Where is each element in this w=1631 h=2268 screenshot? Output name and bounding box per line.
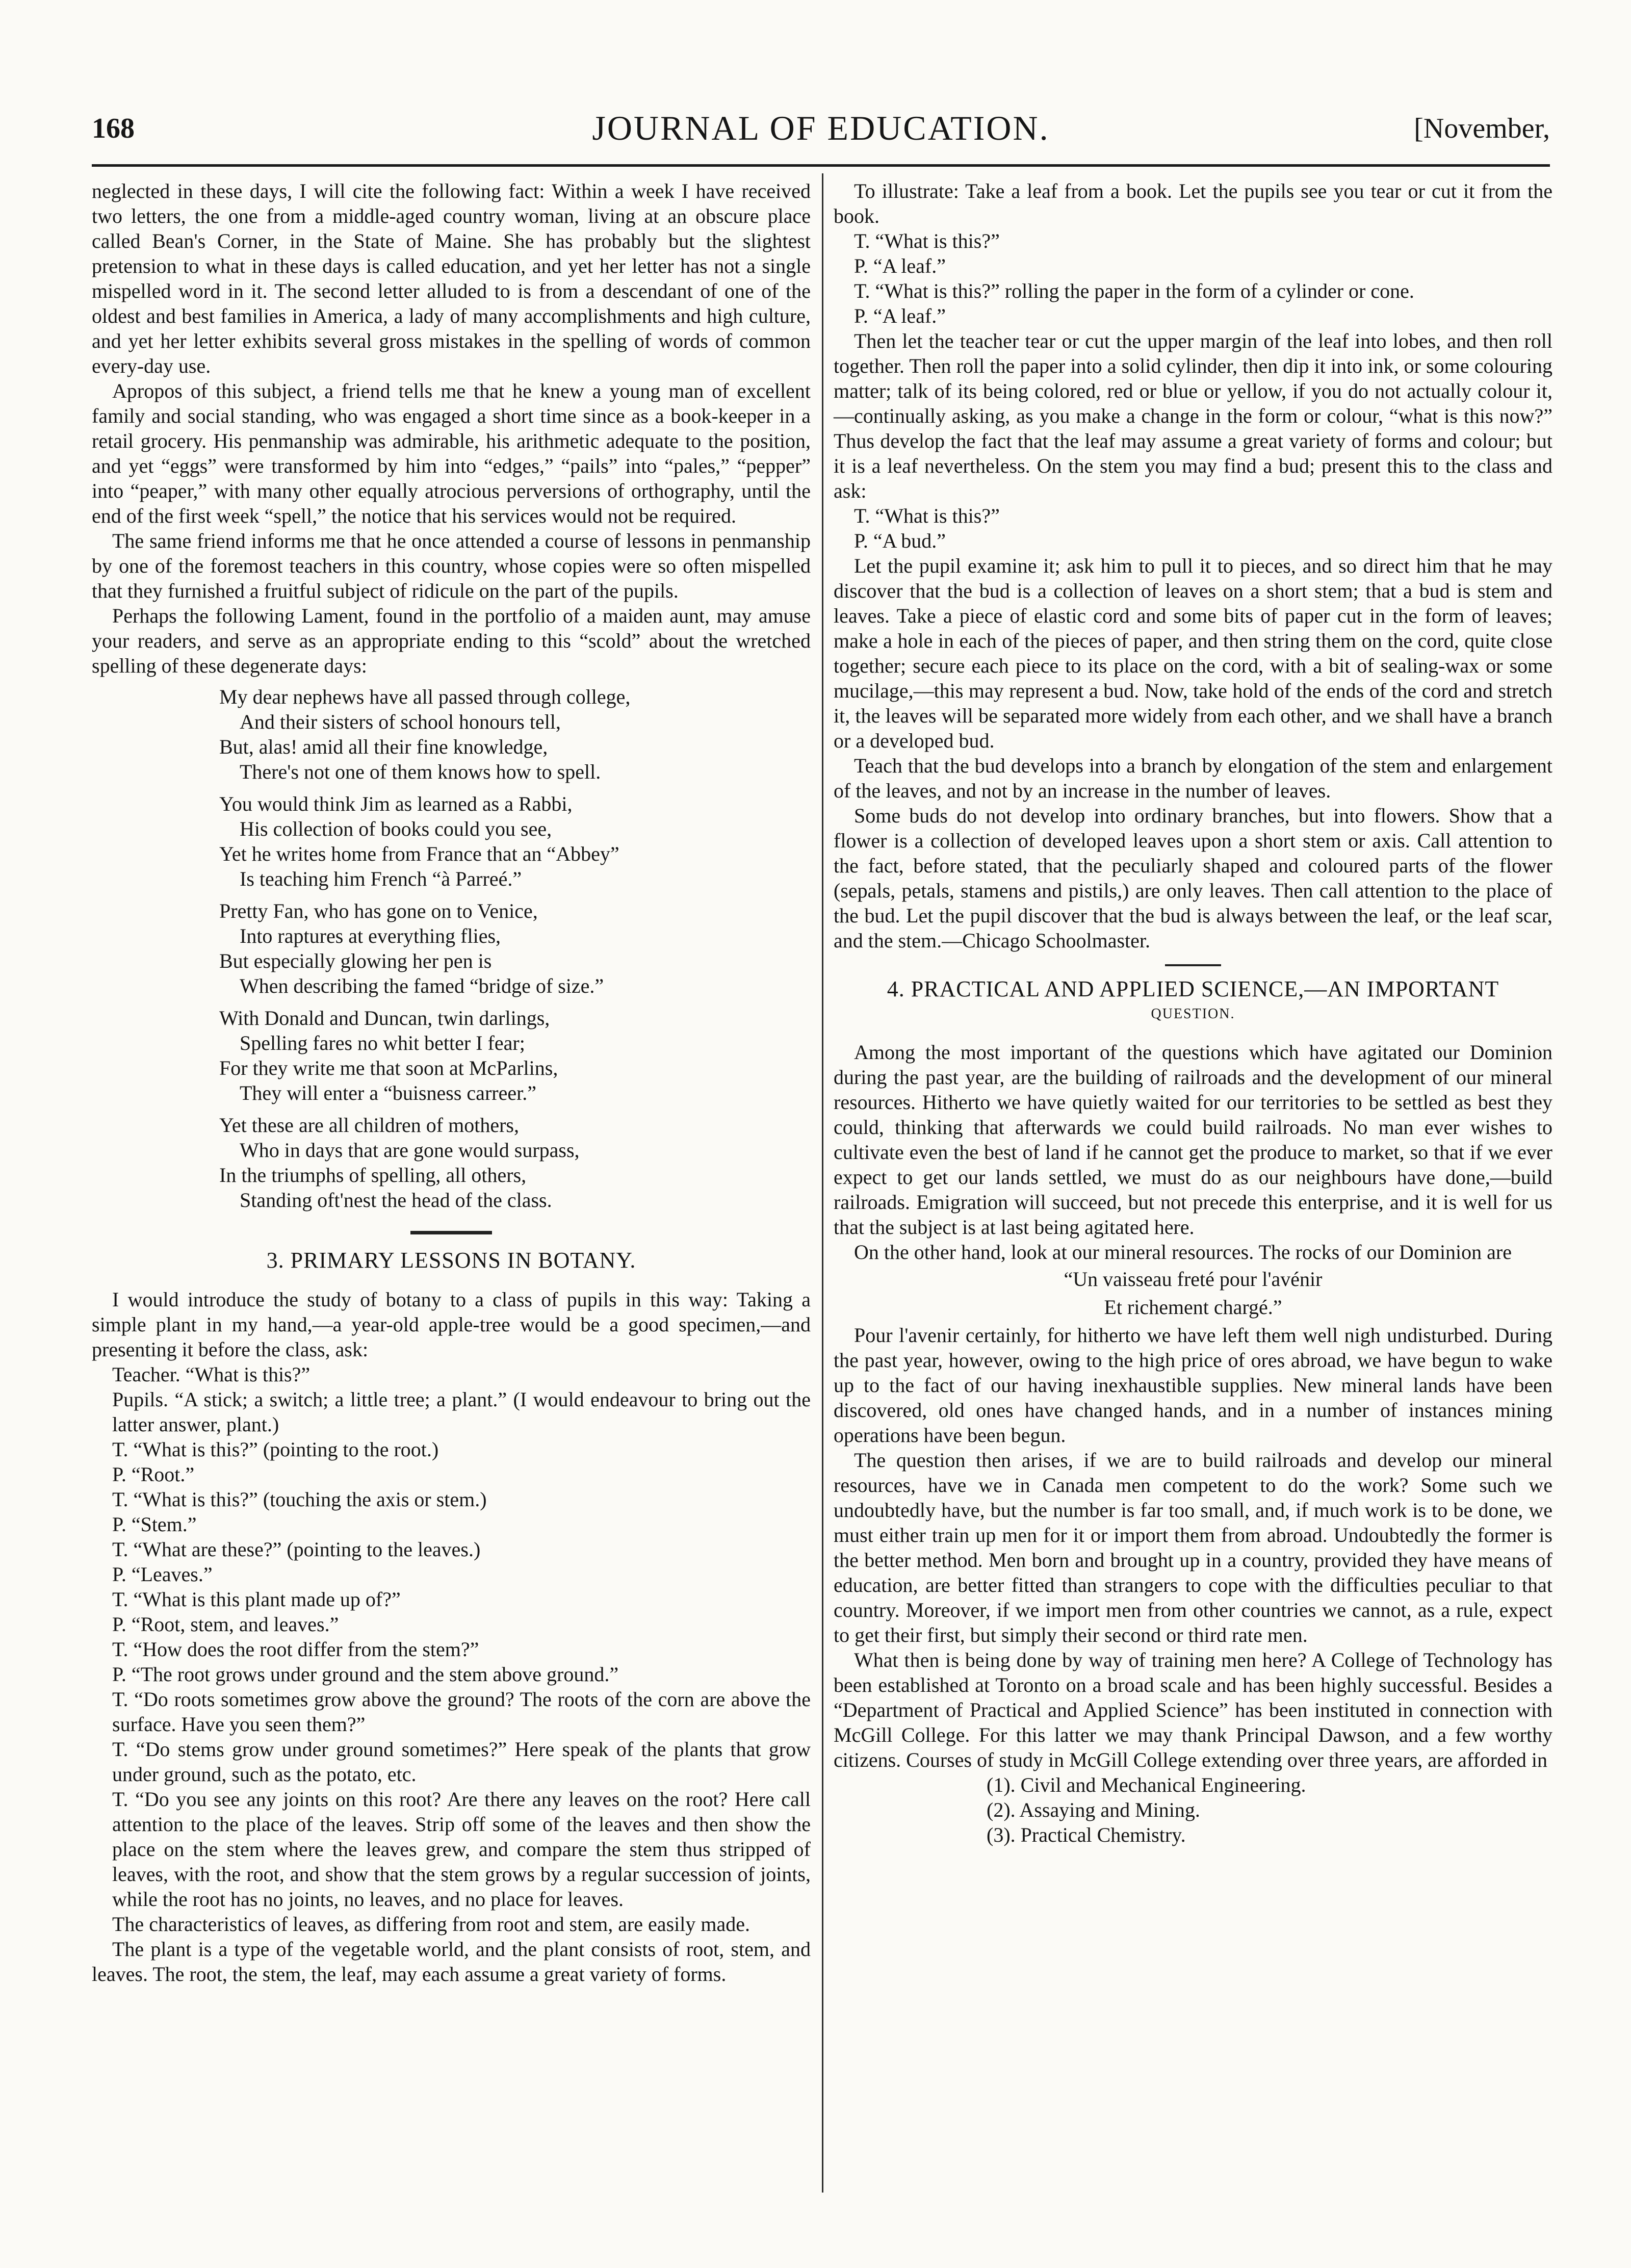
poem-line: In the triumphs of spelling, all others, <box>219 1164 527 1187</box>
poem-line: Standing oft'nest the head of the class. <box>240 1189 552 1212</box>
dialogue-line: Pupils. “A stick; a switch; a little tree; a plant.” (I would endeavour to bring out the latter answer, plant.) <box>112 1388 811 1436</box>
dialogue-line: P. “A leaf.” <box>854 254 946 277</box>
page-number: 168 <box>92 113 135 144</box>
course-list <box>834 1772 1552 1847</box>
header-rule <box>92 164 1550 167</box>
section-heading: 4. PRACTICAL AND APPLIED SCIENCE,—AN IMPORTANT <box>887 976 1499 1001</box>
dialogue-line: P. “Root.” <box>112 1463 195 1486</box>
paragraph: Among the most important of the questions which have agitated our Dominion during the past year, are the building of railroads and the development of our mineral resources. Hitherto we have quietly waited for our territories to be settled as best they could, thinking that afterwards we could build railroads. No man ever wishes to cultivate even the best of land if he cannot get the produce to market, so that if we ever expect to get our lands settled, we must do as our neighbours have done,—build railroads. Emigration will succeed, but not precede this enterprise, and it is well for us that the subject is at last being agitated here. <box>834 1041 1552 1239</box>
poem-line: You would think Jim as learned as a Rabbi, <box>219 792 573 815</box>
dialogue-line: T. “Do you see any joints on this root? Are there any leaves on the root? Here call attention to the place of the leaves. Strip off some of the leaves and then show the place on the stem where the leaves grew, and compare the stem thus stripped of leaves, with the root, and show that the stem grows by a regular succession of joints, while the root has no joints, no leaves, and no place for leaves. <box>112 1788 811 1911</box>
paragraph: The question then arises, if we are to build railroads and develop our mineral resources, have we in Canada men competent to do the work? Some such we undoubtedly have, but the number is far too small, and, if much work is to be done, we must either train up men for it or import them from abroad. Undoubtedly the former is the better method. Men born and brought up in a country, provided they have means of education, are better fitted than strangers to cope with the difficulties peculiar to that country. Moreover, if we import men from other countries we cannot, as a rule, expect to get their first, but simply their second or third rate men. <box>834 1449 1552 1646</box>
dialogue-line: T. “What is this?” (touching the axis or stem.) <box>112 1488 487 1511</box>
section-subheading: QUESTION. <box>1151 1006 1235 1022</box>
course-item: (2). Assaying and Mining. <box>987 1798 1200 1821</box>
poem-line: With Donald and Duncan, twin darlings, <box>219 1007 550 1029</box>
poem-lament <box>219 684 811 1213</box>
poem-line: And their sisters of school honours tell, <box>240 710 561 733</box>
paragraph: neglected in these days, I will cite the following fact: Within a week I have received two letters, the one from a middle-aged country woman, living at an obscure place called Bean's Corner, in the State of Maine. She has probably but the slightest pretension to what in these days is called education, and yet her letter has not a single mispelled word in it. The second letter alluded to is from a descendant of one of the oldest and best families in America, a lady of many accomplishments and high culture, and yet her letter exhibits several gross mistakes in the spelling of words of common every-day use. <box>92 179 811 377</box>
paragraph: Pour l'avenir certainly, for hitherto we have left them well nigh undisturbed. During the past year, however, owing to the high price of ores abroad, we have begun to wake up to the fact of our having inexhaustible supplies. New mineral lands have been discovered, old ones have changed hands, and in a number of instances mining operations have been begun. <box>834 1324 1552 1447</box>
left-column <box>92 178 811 1987</box>
poem-line: Yet these are all children of mothers, <box>219 1114 519 1137</box>
poem-line: Spelling fares no whit better I fear; <box>240 1032 525 1054</box>
paragraph: Let the pupil examine it; ask him to pull it to pieces, and so direct him that he may discover that the bud is a collection of leaves on a short stem; that a bud is stem and leaves. Take a piece of elastic cord and some bits of paper cut in the form of leaves; make a hole in each of the pieces of paper, and then string them on the cord, quite close together; secure each piece to its place on the cord, with a bit of sealing-wax or some mucilage,—this may represent a bud. Now, take hold of the ends of the cord and stretch it, the leaves will be separated more widely from each other, and we shall have a branch or a developed bud. <box>834 554 1552 752</box>
paragraph: The plant is a type of the vegetable world, and the plant consists of root, stem, and leaves. The root, the stem, the leaf, may each assume a great variety of forms. <box>92 1938 811 1986</box>
paragraph: The same friend informs me that he once attended a course of lessons in penmanship by one of the foremost teachers in this country, whose copies were so often mispelled that they furnished a fruitful subject of ridicule on the part of the pupils. <box>92 529 811 602</box>
poem-line: Into raptures at everything flies, <box>240 924 501 947</box>
poem-line: My dear nephews have all passed through college, <box>219 685 631 708</box>
paragraph: The characteristics of leaves, as differing from root and stem, are easily made. <box>112 1913 750 1936</box>
right-column <box>834 178 1552 1847</box>
poem-stanza <box>219 1113 811 1213</box>
quote-line: Et richement chargé.” <box>1104 1296 1282 1319</box>
poem-line: Who in days that are gone would surpass, <box>240 1139 580 1162</box>
dialogue-line: T. “Do stems grow under ground sometimes?” Here speak of the plants that grow under ground, such as the potato, etc. <box>112 1738 811 1786</box>
section-heading: 3. PRIMARY LESSONS IN BOTANY. <box>266 1248 636 1273</box>
paragraph: I would introduce the study of botany to a class of pupils in this way: Taking a simple plant in my hand,—a year-old apple-tree would be a good specimen,—and presenting it before the class, ask: <box>92 1288 811 1361</box>
poem-stanza <box>219 684 811 784</box>
poem-line: Is teaching him French “à Parreé.” <box>240 867 522 890</box>
paragraph: Perhaps the following Lament, found in the portfolio of a maiden aunt, may amuse your readers, and serve as an appropriate ending to this “scold” about the wretched spelling of these degenerate days: <box>92 604 811 677</box>
dialogue-line: P. “A bud.” <box>854 529 946 552</box>
poem-line: There's not one of them knows how to spell. <box>240 760 601 783</box>
poem-line: But especially glowing her pen is <box>219 949 492 972</box>
dialogue-line: T. “What is this?” <box>854 229 1000 252</box>
paragraph: What then is being done by way of training men here? A College of Technology has been established at Toronto on a broad scale and has been highly successful. Besides a “Department of Practical and Applied Science” has been instituted in connection with McGill College. For this latter we may thank Principal Dawson, and a few worthy citizens. Courses of study in McGill College extending over three years, are afforded in <box>834 1648 1552 1771</box>
page-header <box>92 102 1550 158</box>
poem-line: His collection of books could you see, <box>240 817 552 840</box>
journal-title: JOURNAL OF EDUCATION. <box>592 109 1050 147</box>
issue-month: [November, <box>1414 113 1550 144</box>
column-divider <box>822 173 823 2193</box>
dialogue-line: Teacher. “What is this?” <box>112 1363 310 1386</box>
section-separator <box>1165 964 1221 966</box>
paragraph: Apropos of this subject, a friend tells me that he knew a young man of excellent family and social standing, who was engaged a short time since as a book-keeper in a retail grocery. His penmanship was admirable, his arithmetic adequate to the position, and yet “eggs” were transformed by him into “edges,” “pails” into “pales,” “pepper” into “peaper,” with many other equally atrocious perversions of orthography, until the end of the first week “spell,” the notice that his services would not be required. <box>92 379 811 527</box>
course-item: (3). Practical Chemistry. <box>987 1823 1186 1846</box>
dialogue-line: T. “What is this plant made up of?” <box>112 1588 401 1611</box>
poem-line: Yet he writes home from France that an “Abbey” <box>219 842 619 865</box>
dialogue-line: P. “The root grows under ground and the stem above ground.” <box>112 1663 619 1686</box>
dialogue-line: P. “Root, stem, and leaves.” <box>112 1613 339 1636</box>
poem-line: For they write me that soon at McParlins, <box>219 1056 558 1079</box>
dialogue-line: T. “What is this?” <box>854 504 1000 527</box>
dialogue-line: T. “What is this?” (pointing to the root.) <box>112 1438 439 1461</box>
poem-stanza <box>219 791 811 891</box>
dialogue-line: T. “What are these?” (pointing to the leaves.) <box>112 1538 481 1561</box>
quote-line: “Un vaisseau freté pour l'avénir <box>1064 1268 1323 1291</box>
paragraph: On the other hand, look at our mineral resources. The rocks of our Dominion are <box>854 1241 1512 1264</box>
dialogue-line: T. “Do roots sometimes grow above the ground? The roots of the corn are above the surface. Have you seen them?” <box>112 1688 811 1736</box>
poem-line: But, alas! amid all their fine knowledge, <box>219 735 548 758</box>
paragraph: Teach that the bud develops into a branch by elongation of the stem and enlargement of the leaves, and not by an increase in the number of leaves. <box>834 754 1552 802</box>
poem-stanza <box>219 898 811 998</box>
dialogue-line: T. “What is this?” rolling the paper in the form of a cylinder or cone. <box>854 279 1414 302</box>
dialogue-line: P. “A leaf.” <box>854 304 946 327</box>
poem-line: They will enter a “buisness carreer.” <box>240 1081 536 1104</box>
dialogue-line: T. “How does the root differ from the stem?” <box>112 1638 479 1661</box>
paragraph: To illustrate: Take a leaf from a book. Let the pupils see you tear or cut it from the book. <box>834 179 1552 227</box>
section-separator <box>410 1231 492 1234</box>
poem-stanza <box>219 1006 811 1105</box>
poem-line: Pretty Fan, who has gone on to Venice, <box>219 899 538 922</box>
paragraph: Some buds do not develop into ordinary branches, but into flowers. Show that a flower is a collection of developed leaves upon a short stem or axis. Call attention to the fact, before stated, that the peculiarly shaped and coloured parts of the flower (sepals, petals, stamens and pistils,) are only leaves. Then call attention to the place of the bud. Let the pupil discover that the bud is always between the leaf, or the leaf scar, and the stem.—Chicago Schoolmaster. <box>834 804 1552 952</box>
poem-line: When describing the famed “bridge of size.” <box>240 974 604 997</box>
course-item: (1). Civil and Mechanical Engineering. <box>987 1773 1306 1796</box>
paragraph: Then let the teacher tear or cut the upper margin of the leaf into lobes, and then roll together. Then roll the paper into a solid cylinder, then dip it into ink, or some colouring matter; talk of its being colored, red or blue or yellow, if you do not actually colour it,—continually asking, as you make a change in the form or colour, “what is this now?” Thus develop the fact that the leaf may assume a great variety of forms and colour; but it is a leaf nevertheless. On the stem you may find a bud; present this to the class and ask: <box>834 329 1552 502</box>
dialogue-line: P. “Leaves.” <box>112 1563 213 1586</box>
dialogue-line: P. “Stem.” <box>112 1513 197 1536</box>
